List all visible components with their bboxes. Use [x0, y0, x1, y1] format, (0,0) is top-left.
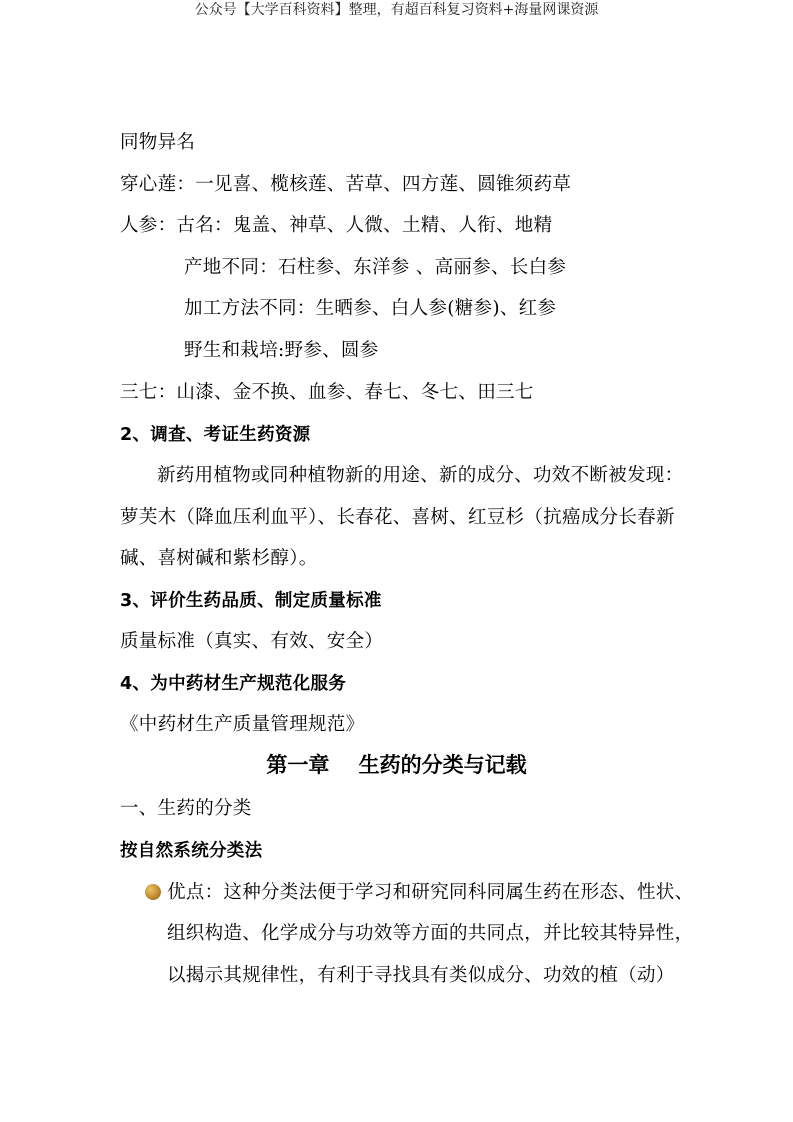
paragraph-line: 新药用植物或同种植物新的用途、新的成分、功效不断被发现：: [157, 465, 684, 486]
text-line: 产地不同：石柱参、东洋参 、高丽参、长白参: [184, 257, 567, 278]
paragraph-line: 碱、喜树碱和紫杉醇）。: [120, 548, 318, 569]
chapter-title: 第一章 生药的分类与记载: [266, 753, 527, 777]
gold-coin-bullet-icon: [145, 884, 161, 900]
section-heading: 按自然系统分类法: [120, 841, 263, 861]
section-heading: 4、为中药材生产规范化服务: [120, 674, 347, 694]
text-line: 《中药材生产质量管理规范》: [120, 714, 365, 735]
text-line: 三七：山漆、金不换、血参、春七、冬七、田三七: [120, 382, 534, 403]
subsection-title: 一、生药的分类: [120, 798, 252, 819]
text-line: 加工方法不同：生晒参、白人参(糖参)、红参: [184, 298, 557, 319]
paragraph-line: 萝芙木（降血压利血平）、长春花、喜树、红豆杉（抗癌成分长春新: [120, 507, 675, 528]
bullet-continuation: 以揭示其规律性，有利于寻找具有类似成分、功效的植（动）: [167, 965, 675, 986]
bullet-text: 优点：这种分类法便于学习和研究同科同属生药在形态、性状、: [167, 882, 694, 903]
text-line: 穿心莲：一见喜、榄核莲、苦草、四方莲、圆锥须药草: [120, 174, 572, 195]
bullet-item: [145, 880, 693, 906]
text-line: 人参：古名：鬼盖、神草、人微、土精、人衔、地精: [120, 215, 553, 236]
bullet-continuation: 组织构造、化学成分与功效等方面的共同点，并比较其特异性，: [167, 923, 694, 944]
section-heading: 3、评价生药品质、制定质量标准: [120, 591, 382, 611]
section-heading: 2、调查、考证生药资源: [120, 425, 311, 445]
text-line: 质量标准（真实、有效、安全）: [120, 631, 384, 652]
text-line: 野生和栽培:野参、圆参: [184, 340, 379, 361]
section-label-synonyms: 同物异名: [120, 132, 196, 153]
page-header: 公众号【大学百科资料】整理，有超百科复习资料+海量网课资源: [194, 2, 599, 18]
